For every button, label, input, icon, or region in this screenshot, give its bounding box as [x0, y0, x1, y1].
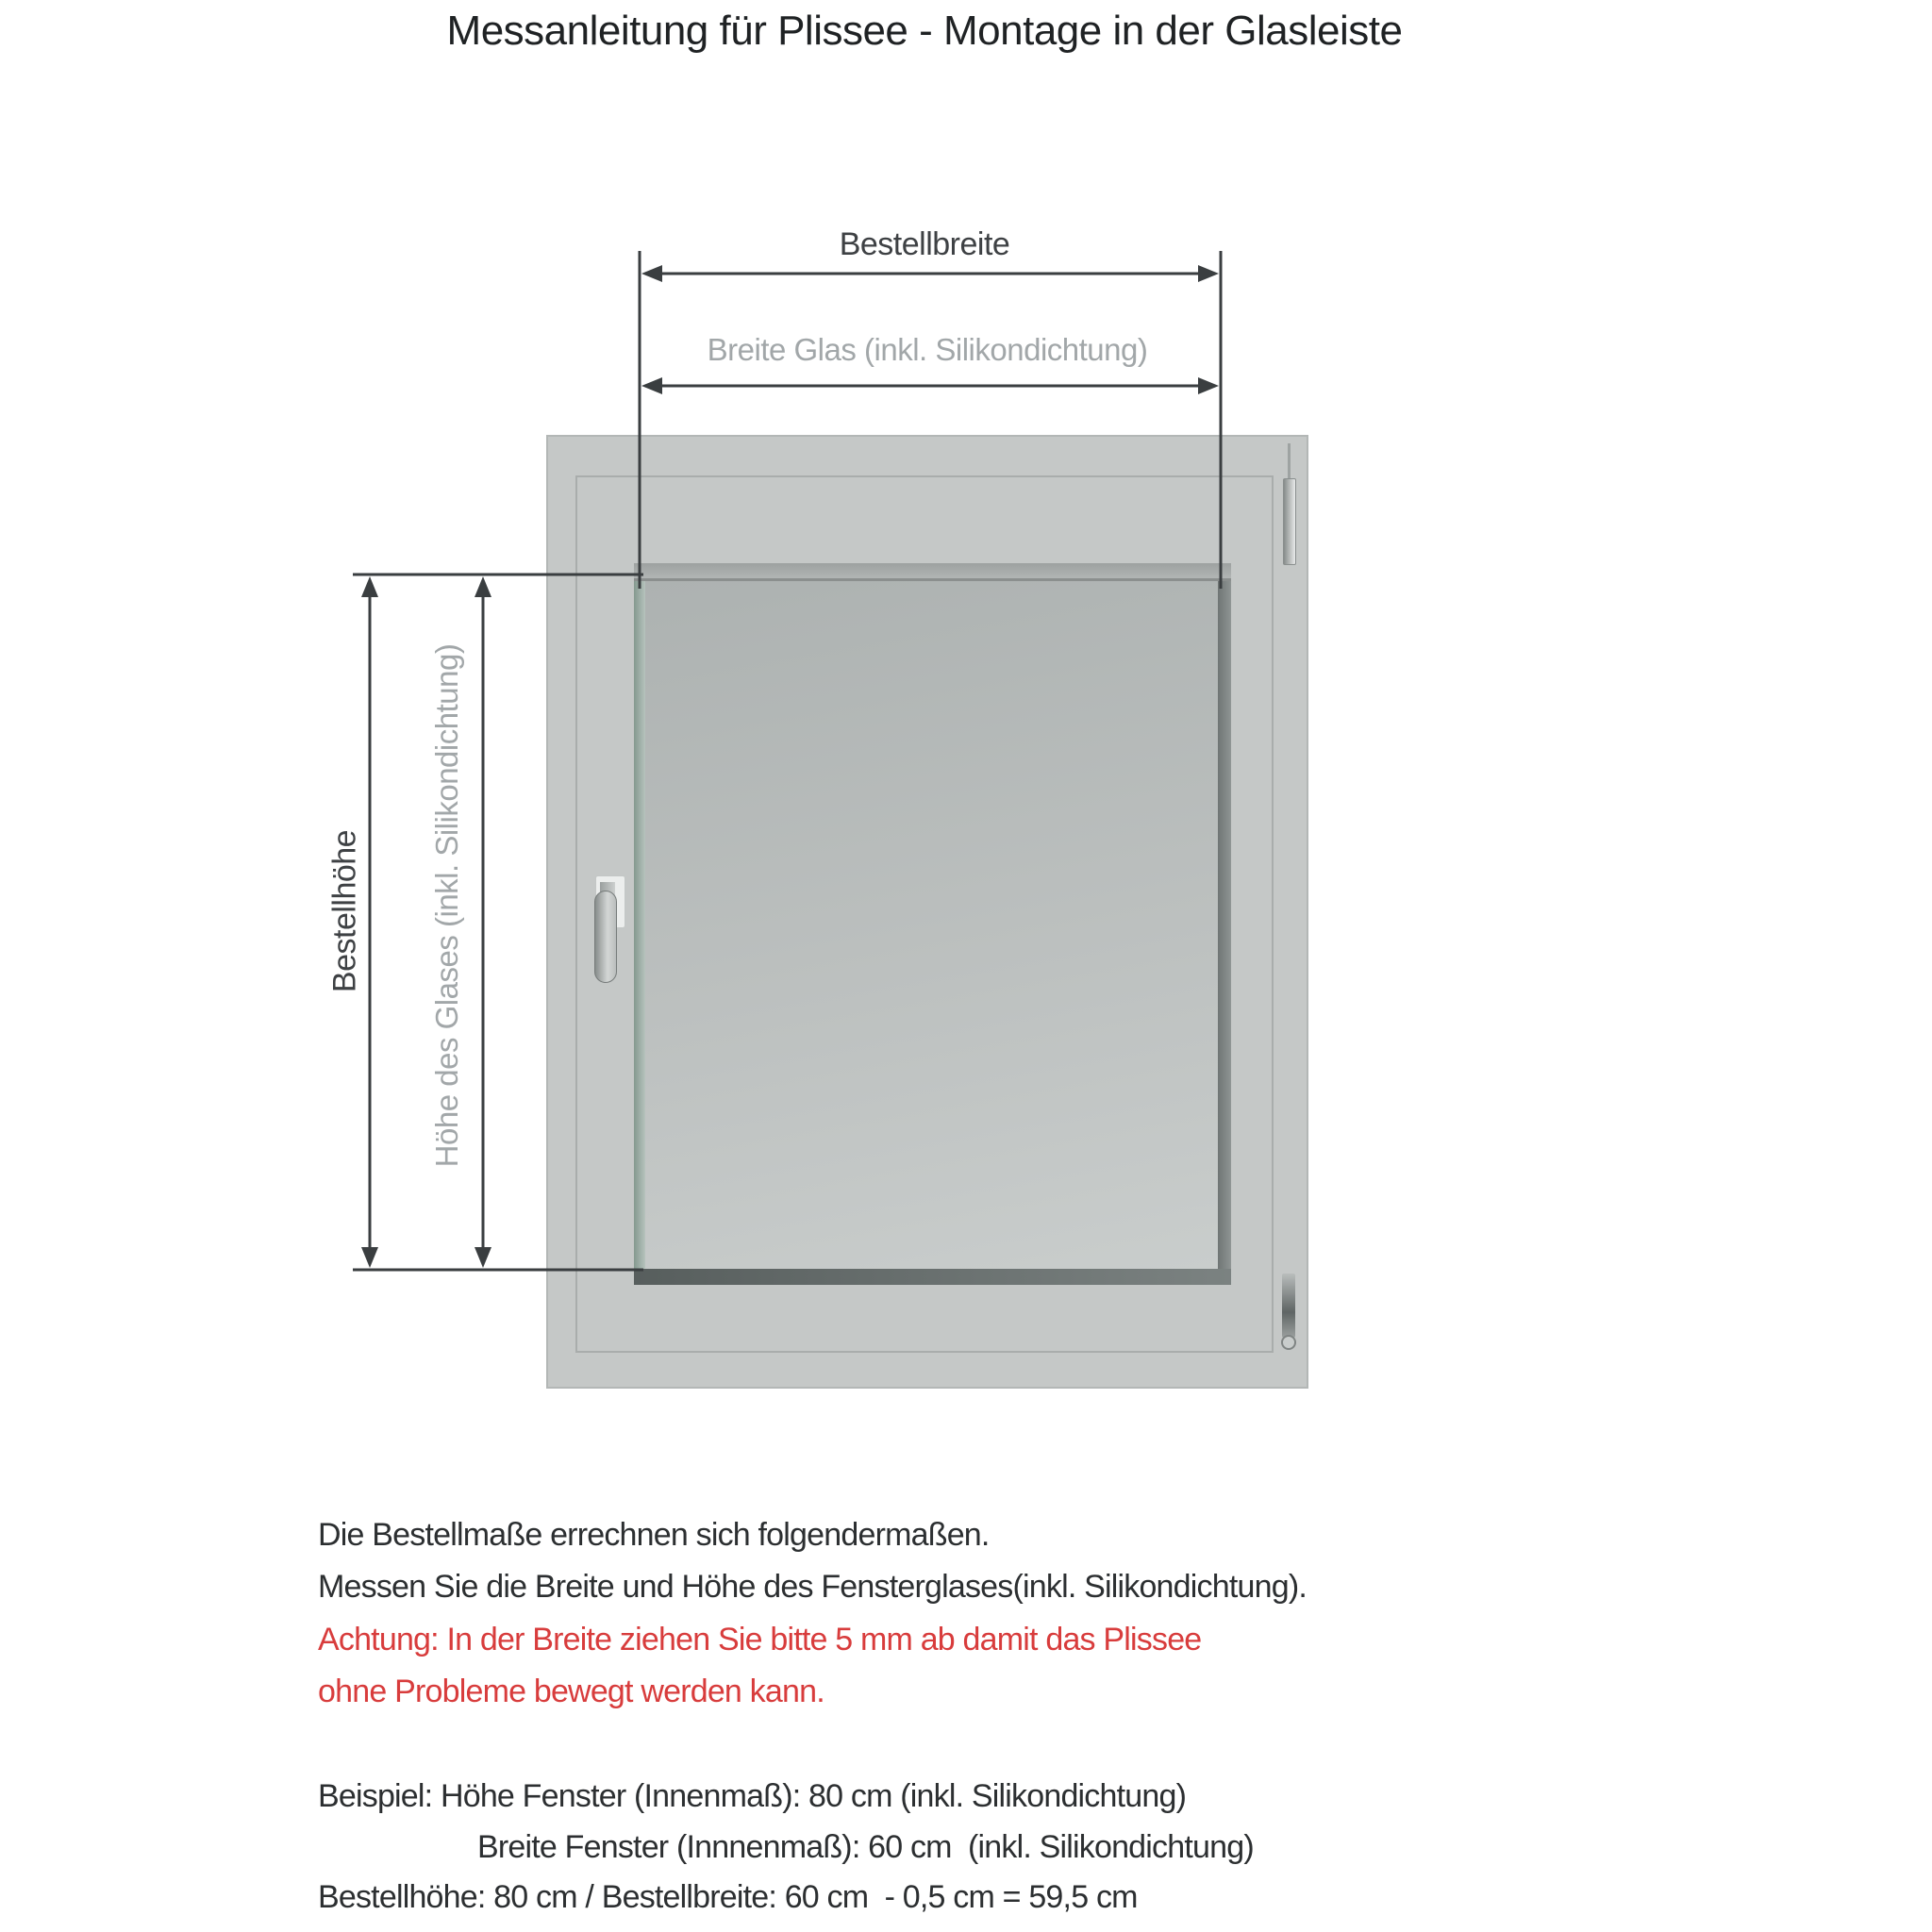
warning-line1: Achtung: In der Breite ziehen Sie bitte 5 mm ab damit das Plissee: [318, 1622, 1202, 1657]
arrowhead-down-icon: [361, 1247, 378, 1268]
glass-pane: [645, 581, 1218, 1269]
hinge-top-icon: [1283, 478, 1296, 565]
order-height-label: Bestellhöhe: [326, 829, 363, 993]
glass-width-label: Breite Glas (inkl. Silikondichtung): [707, 332, 1148, 367]
arrowhead-down-icon: [475, 1247, 491, 1268]
example-line1: Beispiel: Höhe Fenster (Innenmaß): 80 cm (inkl. Silikondichtung): [318, 1778, 1187, 1814]
hinge-pin-icon: [1288, 443, 1291, 481]
plissee-top-rail: [634, 563, 1231, 581]
window-glass: [634, 563, 1231, 1285]
instruction-intro-line2: Messen Sie die Breite und Höhe des Fensterglases(inkl. Silikondichtung).: [318, 1569, 1307, 1605]
window-handle: [594, 891, 617, 983]
example-line2: Breite Fenster (Innnenmaß): 60 cm (inkl. Silikondichtung): [477, 1829, 1254, 1865]
glass-bead-bottom: [634, 1269, 1231, 1285]
arrowhead-up-icon: [361, 576, 378, 597]
arrowhead-up-icon: [475, 576, 491, 597]
arrowhead-right-icon: [1198, 265, 1219, 282]
instruction-intro-line1: Die Bestellmaße errechnen sich folgendermaßen.: [318, 1517, 990, 1553]
glass-bead-left: [634, 581, 645, 1271]
order-width-label: Bestellbreite: [839, 226, 1010, 262]
hinge-ball-icon: [1281, 1335, 1296, 1350]
page-title: Messanleitung für Plissee - Montage in der Glasleiste: [446, 8, 1403, 54]
glass-height-label: Höhe des Glases (inkl. Silikondichtung): [429, 643, 464, 1168]
window-illustration: [546, 435, 1308, 1389]
arrowhead-left-icon: [641, 377, 662, 394]
warning-line2: ohne Probleme bewegt werden kann.: [318, 1674, 824, 1709]
example-line3: Bestellhöhe: 80 cm / Bestellbreite: 60 cm - 0,5 cm = 59,5 cm: [318, 1879, 1138, 1915]
hinge-bottom-icon: [1282, 1274, 1295, 1338]
glass-bead-right: [1218, 581, 1231, 1271]
arrowhead-left-icon: [641, 265, 662, 282]
arrowhead-right-icon: [1198, 377, 1219, 394]
